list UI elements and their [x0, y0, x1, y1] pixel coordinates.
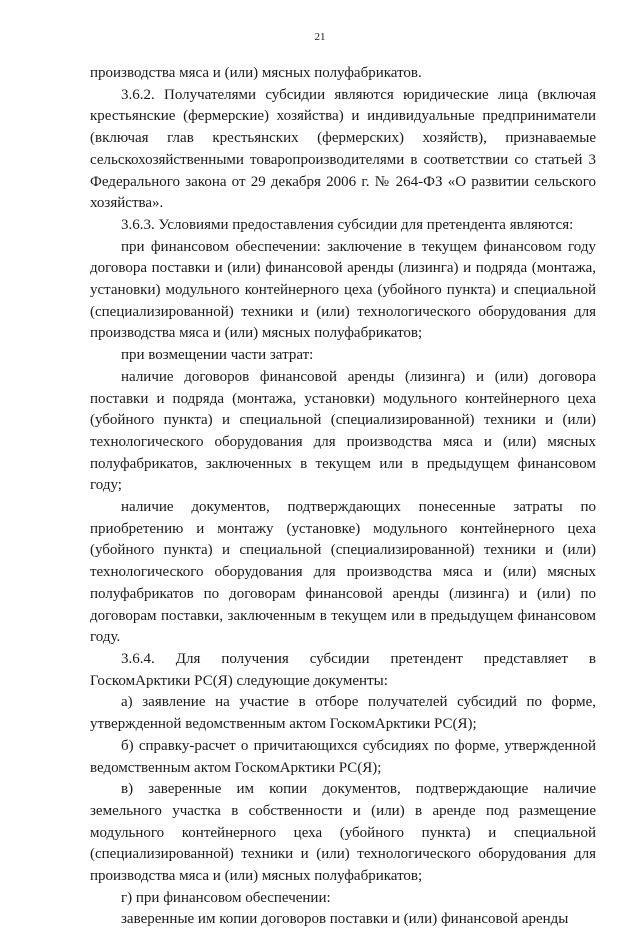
paragraph-3-6-3: 3.6.3. Условиями предоставления субсидии для претендента являются: — [121, 216, 574, 233]
list-item-b: б) справку-расчет о причитающихся субсидиях по форме, утвержденной ведомственным актом ГоскомАрктики РС(Я); — [90, 737, 596, 776]
paragraph-documents-availability: наличие документов, подтверждающих понесенные затраты по приобретению и монтажу (установке) модульного контейнерного цеха (убойного пункта) и специальной (специализированной) техники и (или) технологического оборудования для производства мяса и (или) мясных полуфабрикатов по договорам финансовой аренды (лизинга) и (или) по договорам поставки, заключенным в текущем или в предыдущем финансовом году. — [90, 499, 596, 646]
paragraph-continuation: производства мяса и (или) мясных полуфабрикатов. — [90, 65, 422, 81]
list-item-g: г) при финансовом обеспечении: — [121, 889, 331, 906]
page-number: 21 — [314, 31, 326, 43]
paragraph-certified-copies: заверенные им копии договоров поставки и (или) финансовой аренды — [121, 911, 569, 928]
paragraph-cost-reimbursement: при возмещении части затрат: — [121, 347, 314, 364]
paragraph-3-6-2: 3.6.2. Получателями субсидии являются юридические лица (включая крестьянские (фермерские) хозяйства) и индивидуальные предприниматели (включая глав крестьянских (фермерских) хозяйств), признаваемые сельскохозяйственными товаропроизводителями в соответствии со статьей 3 Федерального закона от 29 декабря 2006 г. № 264-ФЗ «О развитии сельского хозяйства». — [90, 86, 596, 212]
list-item-a: а) заявление на участие в отборе получателей субсидий по форме, утвержденной ведомственным актом ГоскомАрктики РС(Я); — [90, 694, 596, 733]
paragraph-3-6-4: 3.6.4. Для получения субсидии претендент представляет в ГоскомАрктики РС(Я) следующие документы: — [90, 650, 596, 689]
paragraph-financial-support: при финансовом обеспечении: заключение в текущем финансовом году договора поставки и (или) финансовой аренды (лизинга) и подряда (монтажа, установки) модульного контейнерного цеха (убойного пункта) и специальной (специализированной) техники и (или) технологического оборудования для производства мяса и (или) мясных полуфабрикатов; — [90, 238, 596, 342]
document-body — [90, 63, 596, 931]
list-item-v: в) заверенные им копии документов, подтверждающие наличие земельного участка в собственности и (или) в аренде под размещение модульного контейнерного цеха (убойного пункта) и специальной (специализированной) техники и (или) технологического оборудования для производства мяса и (или) мясных полуфабрикатов; — [90, 781, 596, 885]
paragraph-contracts-availability: наличие договоров финансовой аренды (лизинга) и (или) договора поставки и подряда (монтажа, установки) модульного контейнерного цеха (убойного пункта) и специальной (специализированной) техники и (или) технологического оборудования для производства мяса и (или) мясных полуфабрикатов, заключенных в текущем или в предыдущем финансовом году; — [90, 368, 596, 494]
